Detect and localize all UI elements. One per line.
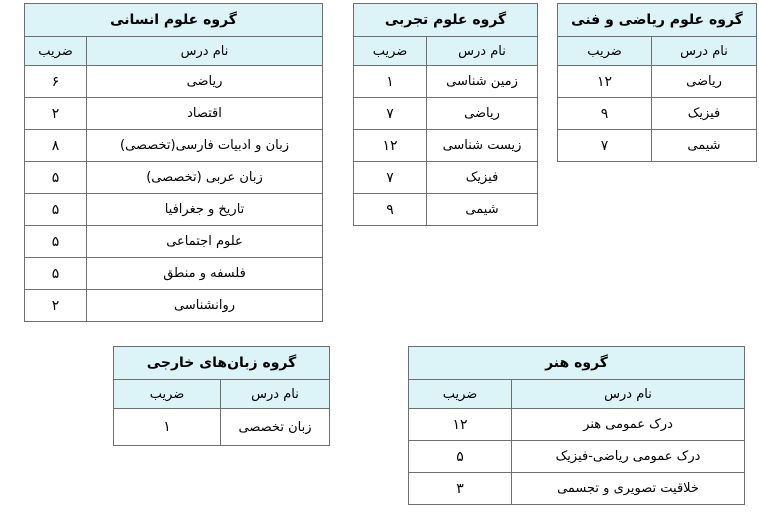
table-row (25, 98, 323, 130)
table-row (558, 130, 757, 162)
course-name: زبان و ادبیات فارسی(تخصصی) (87, 130, 323, 162)
experimental-group-title: گروه علوم تجربی (354, 4, 538, 37)
course-name: خلاقیت تصویری و تجسمی (512, 473, 745, 505)
coefficient: ۷ (354, 98, 427, 130)
coefficient-header: ضریب (25, 37, 87, 66)
course-name-header: نام درس (427, 37, 538, 66)
table-row (25, 258, 323, 290)
table-row (25, 66, 323, 98)
table-row (409, 473, 745, 505)
course-name: درک عمومی هنر (512, 409, 745, 441)
course-name-header: نام درس (512, 380, 745, 409)
coefficient: ۹ (354, 194, 427, 226)
table-row (25, 290, 323, 322)
coefficient: ۹ (558, 98, 652, 130)
coefficient: ۸ (25, 130, 87, 162)
table-row (354, 130, 538, 162)
course-name-header: نام درس (652, 37, 757, 66)
course-name: شیمی (427, 194, 538, 226)
table-row (354, 66, 538, 98)
math-group-title: گروه علوم ریاضی و فنی (558, 4, 757, 37)
coefficient: ۷ (354, 162, 427, 194)
course-name: زیست شناسی (427, 130, 538, 162)
coefficient: ۵ (25, 226, 87, 258)
coefficient: ۵ (25, 194, 87, 226)
table-row (558, 66, 757, 98)
course-name-header: نام درس (221, 380, 330, 409)
course-name: ریاضی (427, 98, 538, 130)
course-name: ریاضی (87, 66, 323, 98)
coefficient-header: ضریب (354, 37, 427, 66)
coefficient: ۵ (25, 162, 87, 194)
course-name: تاریخ و جغرافیا (87, 194, 323, 226)
coefficient: ۱۲ (558, 66, 652, 98)
art-group-title: گروه هنر (409, 347, 745, 380)
humanities-group-table (24, 3, 323, 322)
coefficient: ۵ (25, 258, 87, 290)
course-name: فیزیک (427, 162, 538, 194)
course-name: زبان عربی (تخصصی) (87, 162, 323, 194)
coefficient: ۱۲ (354, 130, 427, 162)
coefficient-header: ضریب (114, 380, 221, 409)
art-group-table (408, 346, 745, 505)
languages-group-title: گروه زبان‌های خارجی (114, 347, 330, 380)
table-row (354, 194, 538, 226)
table-row (354, 98, 538, 130)
course-name: شیمی (652, 130, 757, 162)
coefficient: ۶ (25, 66, 87, 98)
course-name: علوم اجتماعی (87, 226, 323, 258)
coefficient-header: ضریب (409, 380, 512, 409)
table-row (114, 409, 330, 446)
coefficient: ۱ (354, 66, 427, 98)
course-name: اقتصاد (87, 98, 323, 130)
coefficient: ۲ (25, 98, 87, 130)
coefficient: ۳ (409, 473, 512, 505)
course-name: فیزیک (652, 98, 757, 130)
course-name: زمین شناسی (427, 66, 538, 98)
table-row (558, 98, 757, 130)
table-row (25, 226, 323, 258)
coefficient: ۷ (558, 130, 652, 162)
course-name: ریاضی (652, 66, 757, 98)
math-group-table (557, 3, 757, 162)
course-name-header: نام درس (87, 37, 323, 66)
coefficient: ۱ (114, 409, 221, 446)
table-row (409, 441, 745, 473)
table-row (354, 162, 538, 194)
humanities-group-title: گروه علوم انسانی (25, 4, 323, 37)
course-name: روانشناسی (87, 290, 323, 322)
table-row (25, 130, 323, 162)
course-name: فلسفه و منطق (87, 258, 323, 290)
course-name: زبان تخصصی (221, 409, 330, 446)
experimental-group-table (353, 3, 538, 226)
languages-group-table (113, 346, 330, 446)
coefficient: ۲ (25, 290, 87, 322)
course-name: درک عمومی ریاضی-فیزیک (512, 441, 745, 473)
table-row (409, 409, 745, 441)
coefficient: ۵ (409, 441, 512, 473)
table-row (25, 194, 323, 226)
coefficient-header: ضریب (558, 37, 652, 66)
table-row (25, 162, 323, 194)
coefficient: ۱۲ (409, 409, 512, 441)
